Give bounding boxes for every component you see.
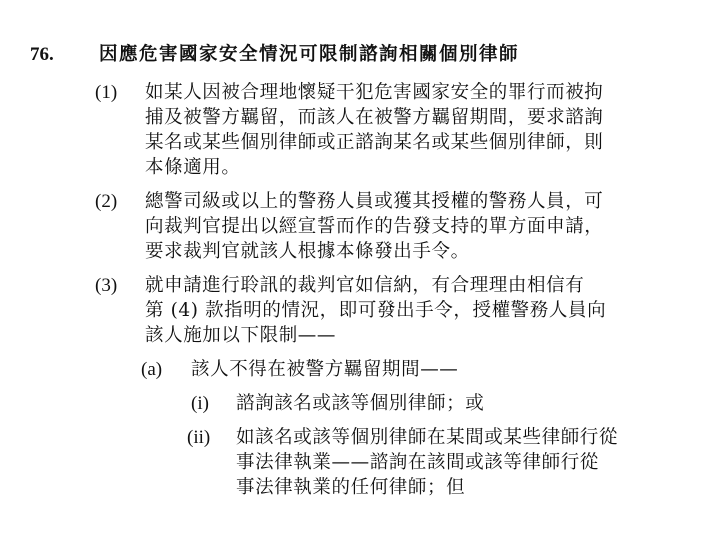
subsection-1-label: (1) [95,82,118,103]
paragraph-a-label: (a) [141,359,163,380]
subparagraph-ii-line-2: 事法律執業——諮詢在該間或該等律師行從 [236,452,599,473]
subsection-1-line-4: 本條適用。 [145,157,241,178]
section-title: 因應危害國家安全情況可限制諮詢相關個別律師 [99,44,520,65]
subsection-3-label: (3) [95,275,118,296]
subsection-2-line-3: 要求裁判官就該人根據本條發出手令。 [145,241,470,262]
subparagraph-i-line-1: 諮詢該名或該等個別律師；或 [236,393,485,414]
subsection-1-line-3: 某名或某些個別律師或正諮詢某名或某些個別律師，則 [145,132,604,153]
subsection-1-line-1: 如某人因被合理地懷疑干犯危害國家安全的罪行而被拘 [145,82,604,103]
subsection-3-line-1: 就申請進行聆訊的裁判官如信納，有合理理由相信有 [145,275,585,296]
subparagraph-i-label: (i) [191,393,209,414]
subparagraph-ii-line-1: 如該名或該等個別律師在某間或某些律師行從 [236,427,619,448]
subparagraph-ii-line-3: 事法律執業的任何律師；但 [236,477,466,498]
subsection-3-line-2: 第 (4) 款指明的情況，即可發出手令，授權警務人員向 [145,300,607,321]
subsection-2-line-1: 總警司級或以上的警務人員或獲其授權的警務人員，可 [145,191,604,212]
paragraph-a-text: 該人不得在被警方羈留期間—— [191,359,459,380]
subsection-1-line-2: 捕及被警方羈留，而該人在被警方羈留期間，要求諮詢 [145,107,604,128]
subparagraph-ii-label: (ii) [187,427,211,448]
subsection-2-label: (2) [95,191,118,212]
subsection-2-line-2: 向裁判官提出以經宣誓而作的告發支持的單方面申請， [145,216,604,237]
section-number: 76. [30,44,54,65]
subsection-3-line-3: 該人施加以下限制—— [145,325,337,346]
